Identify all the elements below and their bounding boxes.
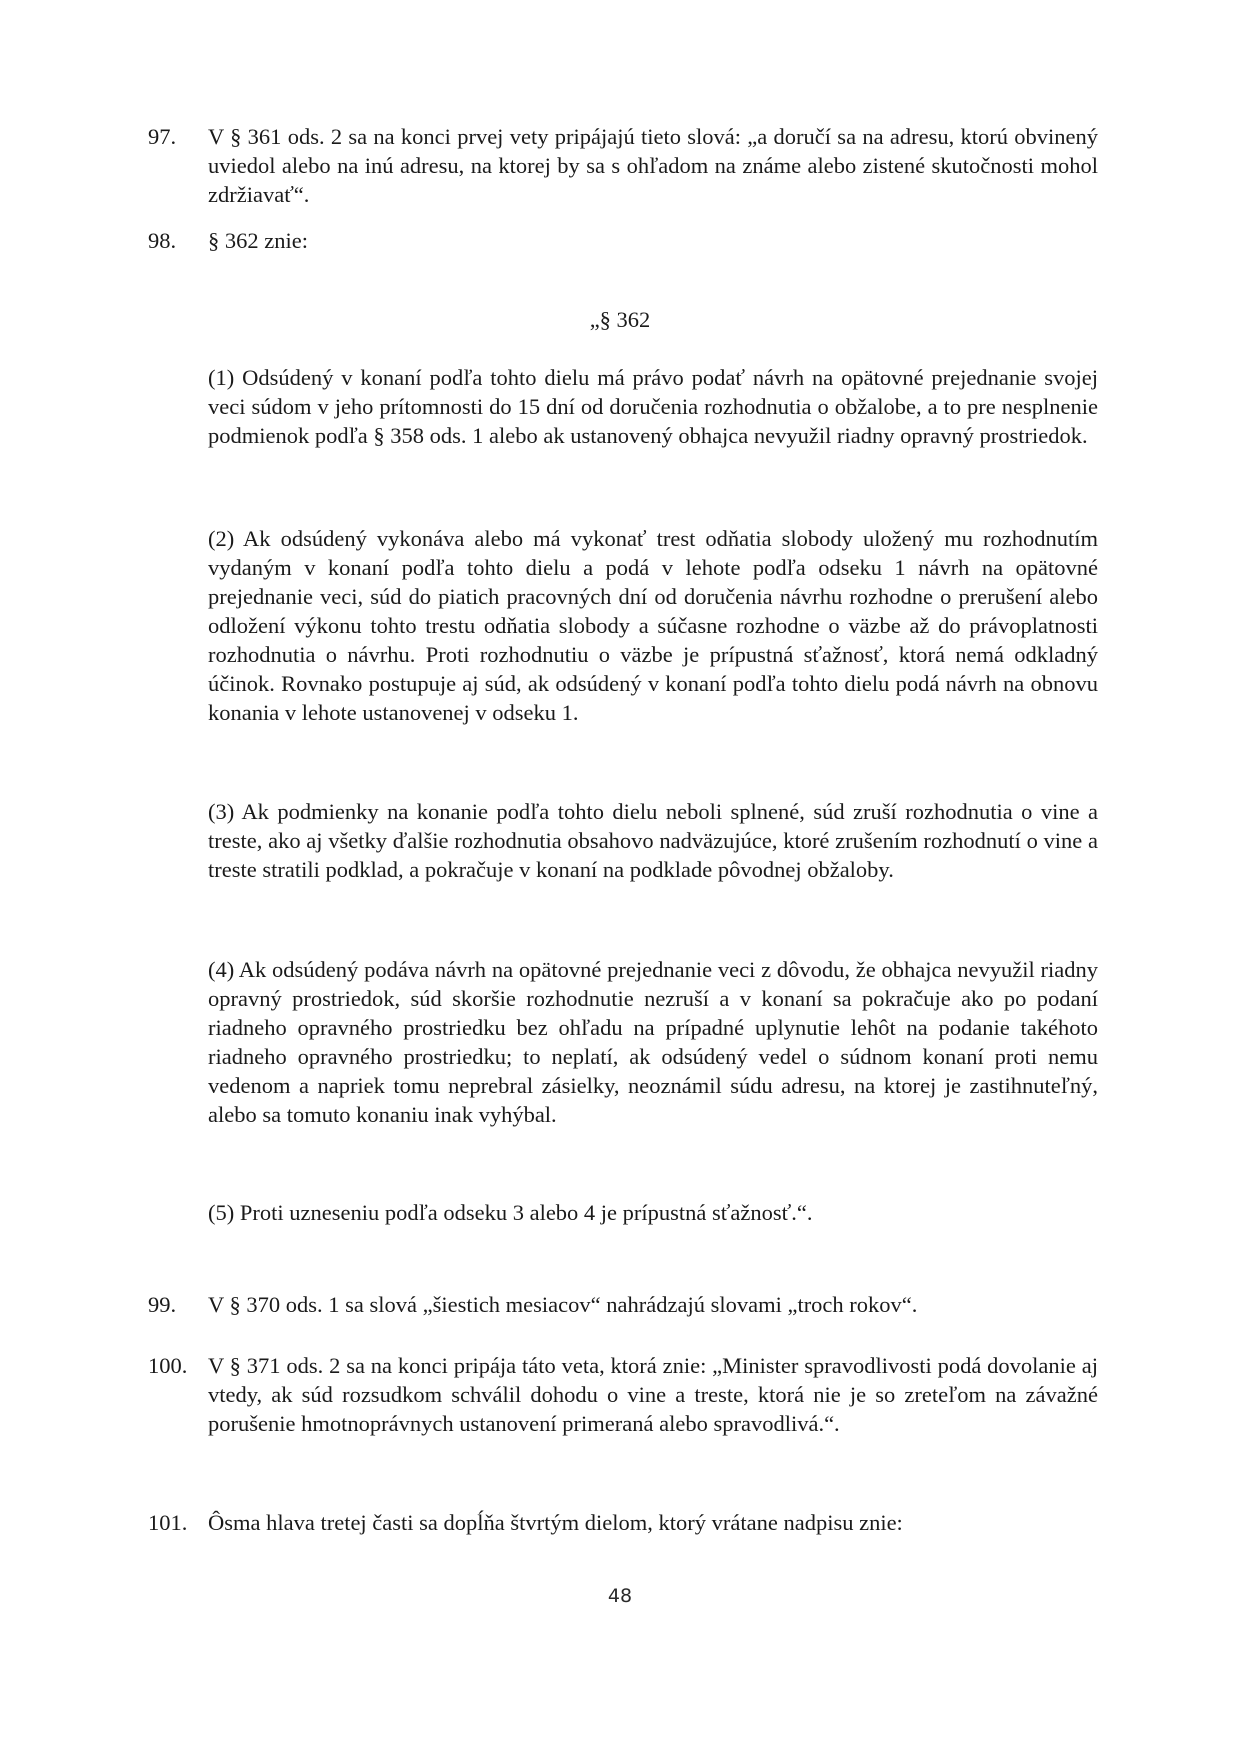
amendment-item-101 — [148, 1508, 1098, 1537]
amendment-item-100 — [148, 1351, 1098, 1438]
paragraph-3: (3) Ak podmienky na konanie podľa tohto dielu neboli splnené, súd zruší rozhodnutia o vine a treste, ako aj všetky ďalšie rozhodnutia obsahovo nadväzujúce, ktoré zrušením rozhodnutí o vine a treste stratili podklad, a pokračuje v konaní na podklade pôvodnej obžaloby. — [208, 799, 1098, 882]
section-heading: „§ 362 — [589, 307, 651, 332]
item-text: V § 370 ods. 1 sa slová „šiestich mesiacov“ nahrádzajú slovami „troch rokov“. — [208, 1292, 918, 1317]
item-text: Ôsma hlava tretej časti sa dopĺňa štvrtým dielom, ktorý vrátane nadpisu znie: — [208, 1510, 903, 1535]
page-number: 48 — [607, 1585, 633, 1607]
paragraph-1: (1) Odsúdený v konaní podľa tohto dielu má právo podať návrh na opätovné prejednanie svojej veci súdom v jeho prítomnosti do 15 dní od doručenia rozhodnutia o obžalobe, a to pre nesplnenie podmienok podľa § 358 ods. 1 alebo ak ustanovený obhajca nevyužil riadny opravný prostriedok. — [208, 365, 1098, 448]
item-text: § 362 znie: — [208, 228, 308, 253]
item-text: V § 361 ods. 2 sa na konci prvej vety pripájajú tieto slová: „a doručí sa na adresu, ktorú obvinený uviedol alebo na inú adresu, na ktorej by sa s ohľadom na známe alebo zistené skutočnosti mohol zdržiavať“. — [208, 124, 1098, 207]
item-text: V § 371 ods. 2 sa na konci pripája táto veta, ktorá znie: „Minister spravodlivosti podá dovolanie aj vtedy, ak súd rozsudkom schválil dohodu o vine a treste, ktorá nie je so zreteľom na závažné porušenie hmotnoprávnych ustanovení primeraná alebo spravodlivá.“. — [208, 1353, 1098, 1436]
amendment-item-99 — [148, 1290, 1098, 1319]
amendment-item-97 — [148, 122, 1098, 209]
item-number: 100. — [148, 1353, 188, 1378]
amendment-item-98 — [148, 226, 1098, 255]
item-number: 101. — [148, 1510, 188, 1535]
item-number: 98. — [148, 228, 177, 253]
paragraph-4: (4) Ak odsúdený podáva návrh na opätovné prejednanie veci z dôvodu, že obhajca nevyužil riadny opravný prostriedok, súd skoršie rozhodnutie nezruší a v konaní sa pokračuje ako po podaní riadneho opravného prostriedku bez ohľadu na prípadné uplynutie lehôt na podanie takéhoto riadneho opravného prostriedku; to neplatí, ak odsúdený vedel o súdnom konaní proti nemu vedenom a napriek tomu neprebral zásielky, neoznámil súdu adresu, na ktorej je zastihnuteľný, alebo sa tomuto konaniu inak vyhýbal. — [208, 957, 1098, 1127]
paragraph-5: (5) Proti uzneseniu podľa odseku 3 alebo 4 je prípustná sťažnosť.“. — [208, 1200, 813, 1225]
item-number: 97. — [148, 124, 177, 149]
paragraph-2: (2) Ak odsúdený vykonáva alebo má vykonať trest odňatia slobody uložený mu rozhodnutím vydaným v konaní podľa tohto dielu a podá v lehote podľa odseku 1 návrh na opätovné prejednanie veci, súd do piatich pracovných dní od doručenia návrhu rozhodne o prerušení alebo odložení výkonu tohto trestu odňatia slobody a súčasne rozhodne o väzbe až do právoplatnosti rozhodnutia o návrhu. Proti rozhodnutiu o väzbe je prípustná sťažnosť, ktorá nemá odkladný účinok. Rovnako postupuje aj súd, ak odsúdený v konaní podľa tohto dielu podá návrh na obnovu konania v lehote ustanovenej v odseku 1. — [208, 526, 1098, 725]
item-number: 99. — [148, 1292, 177, 1317]
